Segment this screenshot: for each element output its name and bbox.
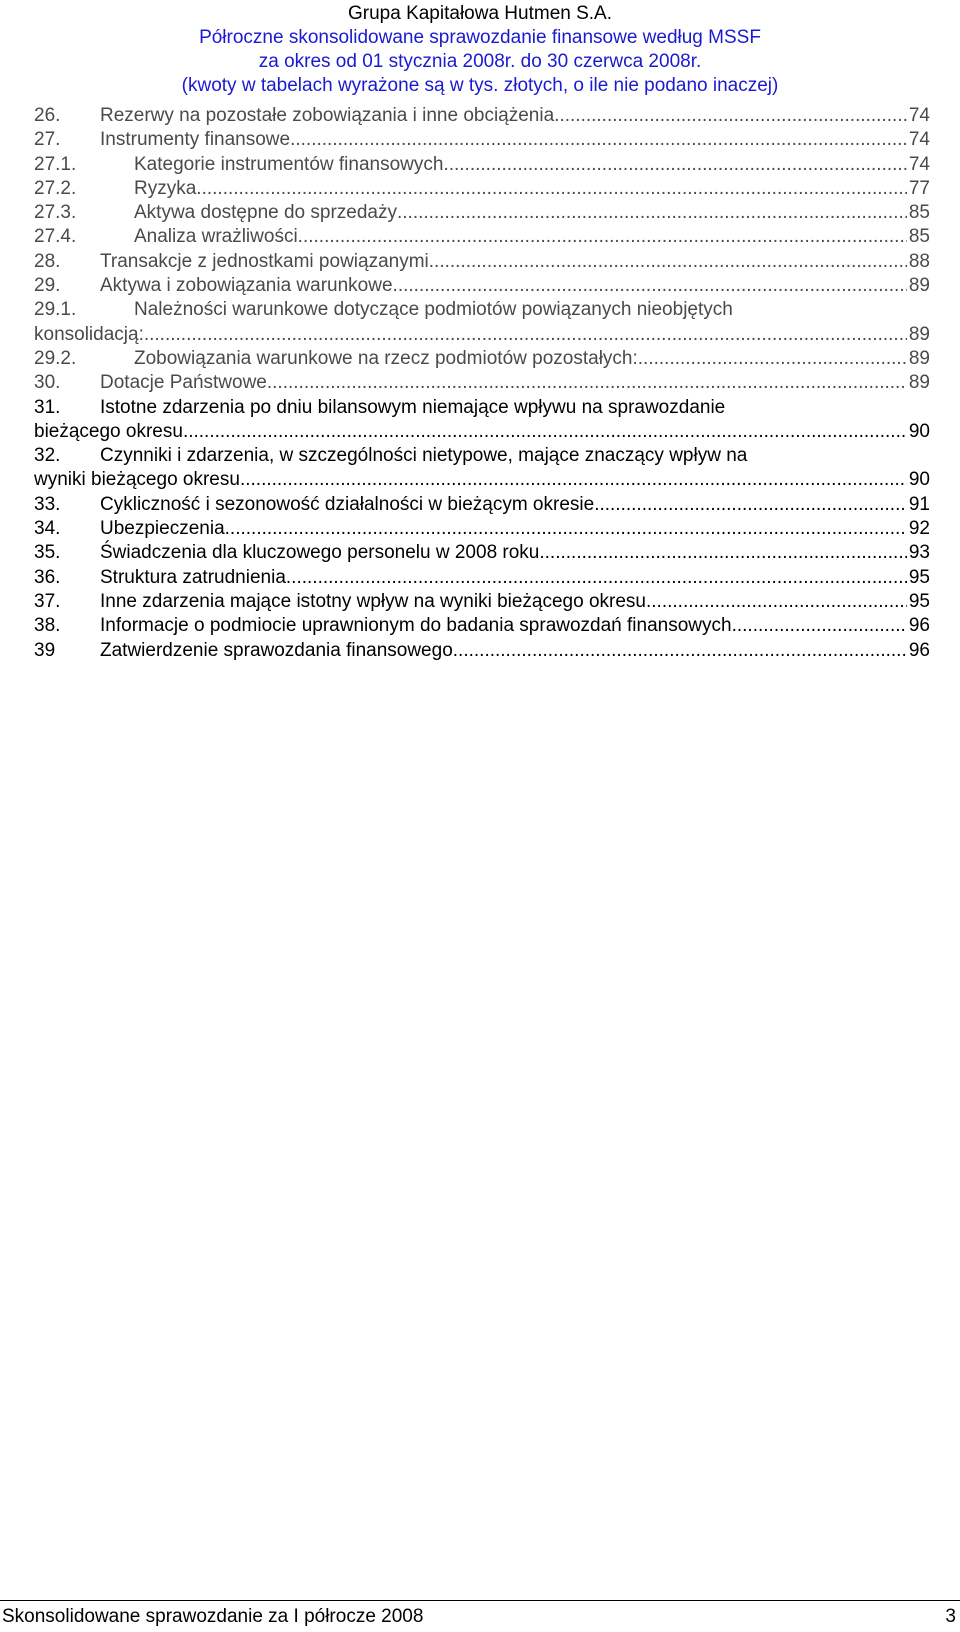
toc-leader	[594, 493, 907, 517]
toc-title: Instrumenty finansowe	[100, 129, 291, 151]
report-period: za okres od 01 stycznia 2008r. do 30 czerwca 2008r.	[258, 51, 702, 72]
toc-number: 32.	[34, 445, 61, 467]
toc-title: Kategorie instrumentów finansowych	[134, 153, 444, 175]
toc-page: 90	[908, 469, 930, 491]
toc-title: Istotne zdarzenia po dniu bilansowym niemające wpływu na sprawozdanie	[100, 396, 726, 418]
toc-leader	[225, 517, 907, 541]
toc-title: Struktura zatrudnienia	[100, 566, 286, 588]
toc-title-continued: bieżącego okresu	[34, 420, 183, 442]
toc-page: 74	[908, 153, 930, 175]
toc-entry-29[interactable]	[34, 274, 930, 298]
page-footer	[0, 1600, 960, 1632]
toc-page: 93	[908, 542, 930, 564]
toc-title: Zobowiązania warunkowe na rzecz podmiotów pozostałych:	[134, 347, 638, 369]
toc-entry-27-3[interactable]	[34, 201, 930, 225]
toc-leader	[539, 541, 906, 565]
toc-entry-27-4[interactable]	[34, 225, 930, 249]
toc-leader	[646, 590, 907, 614]
toc-number: 27.2.	[34, 177, 77, 199]
toc-number: 29.	[34, 275, 61, 297]
toc-page: 89	[908, 347, 930, 369]
toc-entry-36[interactable]	[34, 566, 930, 590]
toc-page: 88	[908, 250, 930, 272]
toc-number: 37.	[34, 590, 61, 612]
toc-page: 92	[908, 518, 930, 540]
table-of-contents	[34, 104, 930, 663]
toc-title: Transakcje z jednostkami powiązanymi	[100, 250, 429, 272]
toc-page: 89	[908, 323, 930, 345]
toc-title: Analiza wrażliwości	[134, 226, 298, 248]
toc-leader	[397, 201, 907, 225]
toc-leader	[183, 420, 907, 444]
toc-page: 96	[908, 639, 930, 661]
toc-page: 74	[908, 129, 930, 151]
toc-page: 95	[908, 566, 930, 588]
toc-number: 33.	[34, 493, 61, 515]
toc-entry-37[interactable]	[34, 590, 930, 614]
toc-page: 91	[908, 493, 930, 515]
toc-entry-27[interactable]	[34, 128, 930, 152]
toc-number: 27.	[34, 129, 61, 151]
toc-title: Cykliczność i sezonowość działalności w bieżącym okresie	[100, 493, 595, 515]
toc-leader	[286, 566, 907, 590]
toc-title: Aktywa i zobowiązania warunkowe	[100, 275, 393, 297]
toc-title: Czynniki i zdarzenia, w szczególności nietypowe, mające znaczący wpływ na	[100, 445, 748, 467]
toc-entry-35[interactable]	[34, 541, 930, 565]
toc-number: 36.	[34, 566, 61, 588]
page-number: 3	[945, 1606, 956, 1627]
toc-entry-29-1[interactable]	[34, 298, 930, 347]
toc-entry-38[interactable]	[34, 614, 930, 638]
toc-page: 77	[908, 177, 930, 199]
toc-number: 28.	[34, 250, 61, 272]
toc-title-continued: konsolidacją:	[34, 323, 144, 345]
company-name: Grupa Kapitałowa Hutmen S.A.	[347, 3, 613, 24]
toc-entry-34[interactable]	[34, 517, 930, 541]
toc-page: 74	[908, 105, 930, 126]
toc-leader	[554, 104, 907, 128]
toc-number: 34.	[34, 518, 61, 540]
toc-entry-28[interactable]	[34, 250, 930, 274]
toc-title: Należności warunkowe dotyczące podmiotów powiązanych nieobjętych	[134, 299, 733, 321]
toc-title: Inne zdarzenia mające istotny wpływ na wyniki bieżącego okresu	[100, 590, 646, 612]
toc-leader	[144, 323, 907, 347]
report-title: Półroczne skonsolidowane sprawozdanie finansowe według MSSF	[199, 27, 761, 48]
toc-number: 39	[34, 639, 56, 661]
toc-title: Świadczenia dla kluczowego personelu w 2008 roku	[100, 542, 540, 564]
toc-title: Ubezpieczenia	[100, 518, 225, 540]
toc-leader	[196, 177, 907, 201]
toc-title: Ryzyka	[134, 177, 197, 199]
toc-leader	[290, 128, 907, 152]
toc-number: 29.2.	[34, 347, 77, 369]
toc-entry-27-1[interactable]	[34, 153, 930, 177]
toc-number: 31.	[34, 396, 61, 418]
toc-entry-27-2[interactable]	[34, 177, 930, 201]
toc-title: Rezerwy na pozostałe zobowiązania i inne obciążenia	[100, 105, 555, 126]
toc-title: Dotacje Państwowe	[100, 372, 267, 394]
toc-number: 35.	[34, 542, 61, 564]
toc-leader	[732, 614, 907, 638]
toc-leader	[393, 274, 907, 298]
toc-entry-26[interactable]	[34, 104, 930, 128]
document-header	[0, 2, 960, 98]
toc-page: 85	[908, 226, 930, 248]
toc-number: 38.	[34, 615, 61, 637]
toc-number: 29.1.	[34, 299, 77, 321]
toc-leader	[267, 371, 907, 395]
toc-title: Informacje o podmiocie uprawnionym do badania sprawozdań finansowych	[100, 615, 732, 637]
toc-number: 26.	[34, 105, 61, 126]
toc-title-continued: wyniki bieżącego okresu	[34, 469, 240, 491]
toc-entry-30[interactable]	[34, 371, 930, 395]
toc-number: 27.3.	[34, 202, 77, 224]
toc-leader	[240, 468, 907, 492]
toc-number: 27.1.	[34, 153, 77, 175]
toc-page: 95	[908, 590, 930, 612]
toc-number: 30.	[34, 372, 61, 394]
toc-entry-29-2[interactable]	[34, 347, 930, 371]
toc-entry-32[interactable]	[34, 444, 930, 493]
toc-page: 89	[908, 275, 930, 297]
toc-leader	[429, 250, 907, 274]
footer-text: Skonsolidowane sprawozdanie za I półrocze 2008	[2, 1606, 424, 1627]
toc-entry-33[interactable]	[34, 493, 930, 517]
toc-leader	[453, 639, 907, 663]
toc-leader	[638, 347, 907, 371]
toc-page: 89	[908, 372, 930, 394]
toc-leader	[443, 153, 906, 177]
toc-title: Aktywa dostępne do sprzedaży	[134, 202, 397, 224]
toc-page: 90	[908, 420, 930, 442]
toc-title: Zatwierdzenie sprawozdania finansowego	[100, 639, 453, 661]
toc-page: 96	[908, 615, 930, 637]
toc-entry-31[interactable]	[34, 396, 930, 445]
toc-entry-39[interactable]	[34, 639, 930, 663]
report-units-note: (kwoty w tabelach wyrażone są w tys. złotych, o ile nie podano inaczej)	[181, 75, 779, 96]
toc-page: 85	[908, 202, 930, 224]
toc-leader	[298, 225, 907, 249]
toc-number: 27.4.	[34, 226, 77, 248]
